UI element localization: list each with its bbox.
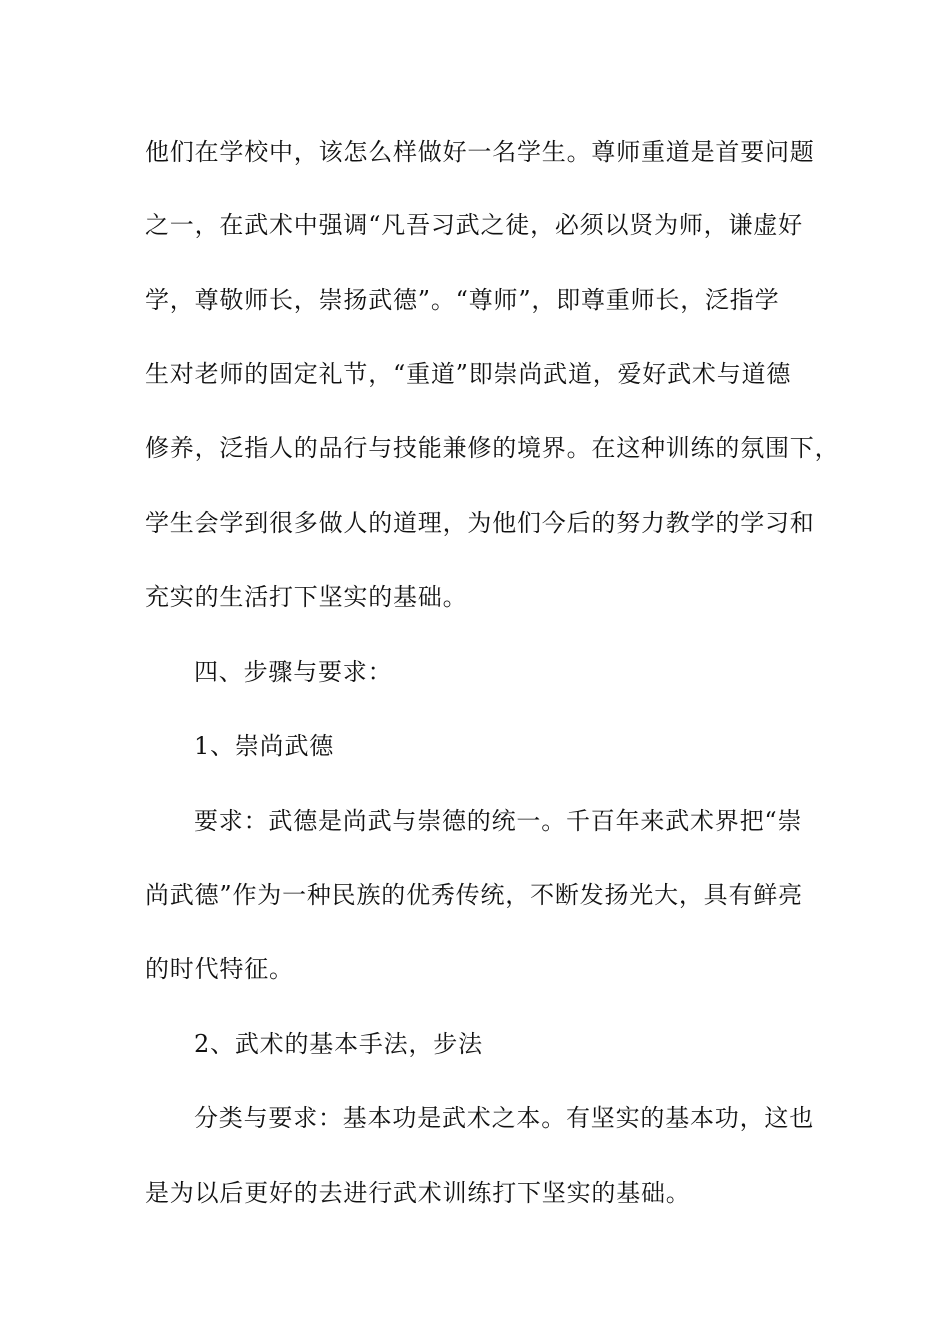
body-text-line: 要求：武德是尚武与崇德的统一。千百年来武术界把“崇 (194, 807, 803, 835)
subsection-heading: 1、崇尚武德 (194, 732, 335, 760)
body-text-line: 充实的生活打下坚实的基础。 (145, 583, 468, 611)
body-text-line: 分类与要求：基本功是武术之本。有坚实的基本功，这也 (194, 1104, 814, 1132)
body-text-line: 尚武德”作为一种民族的优秀传统，不断发扬光大，具有鲜亮 (145, 881, 803, 909)
body-text-line: 他们在学校中，该怎么样做好一名学生。尊师重道是首要问题 (145, 138, 815, 166)
body-text-line: 生对老师的固定礼节，“重道”即崇尚武道，爱好武术与道德 (145, 360, 792, 388)
body-text-line: 修养，泛指人的品行与技能兼修的境界。在这种训练的氛围下， (145, 434, 840, 462)
body-text-line: 的时代特征。 (145, 955, 294, 983)
body-text-line: 是为以后更好的去进行武术训练打下坚实的基础。 (145, 1179, 691, 1207)
section-heading: 四、步骤与要求： (194, 658, 393, 686)
body-text-line: 学生会学到很多做人的道理，为他们今后的努力教学的学习和 (145, 509, 815, 537)
body-text-line: 之一，在武术中强调“凡吾习武之徒，必须以贤为师，谦虚好 (145, 211, 803, 239)
body-text-line: 学，尊敬师长，崇扬武德”。“尊师”，即尊重师长，泛指学 (145, 286, 780, 314)
subsection-heading: 2、武术的基本手法，步法 (194, 1030, 483, 1058)
